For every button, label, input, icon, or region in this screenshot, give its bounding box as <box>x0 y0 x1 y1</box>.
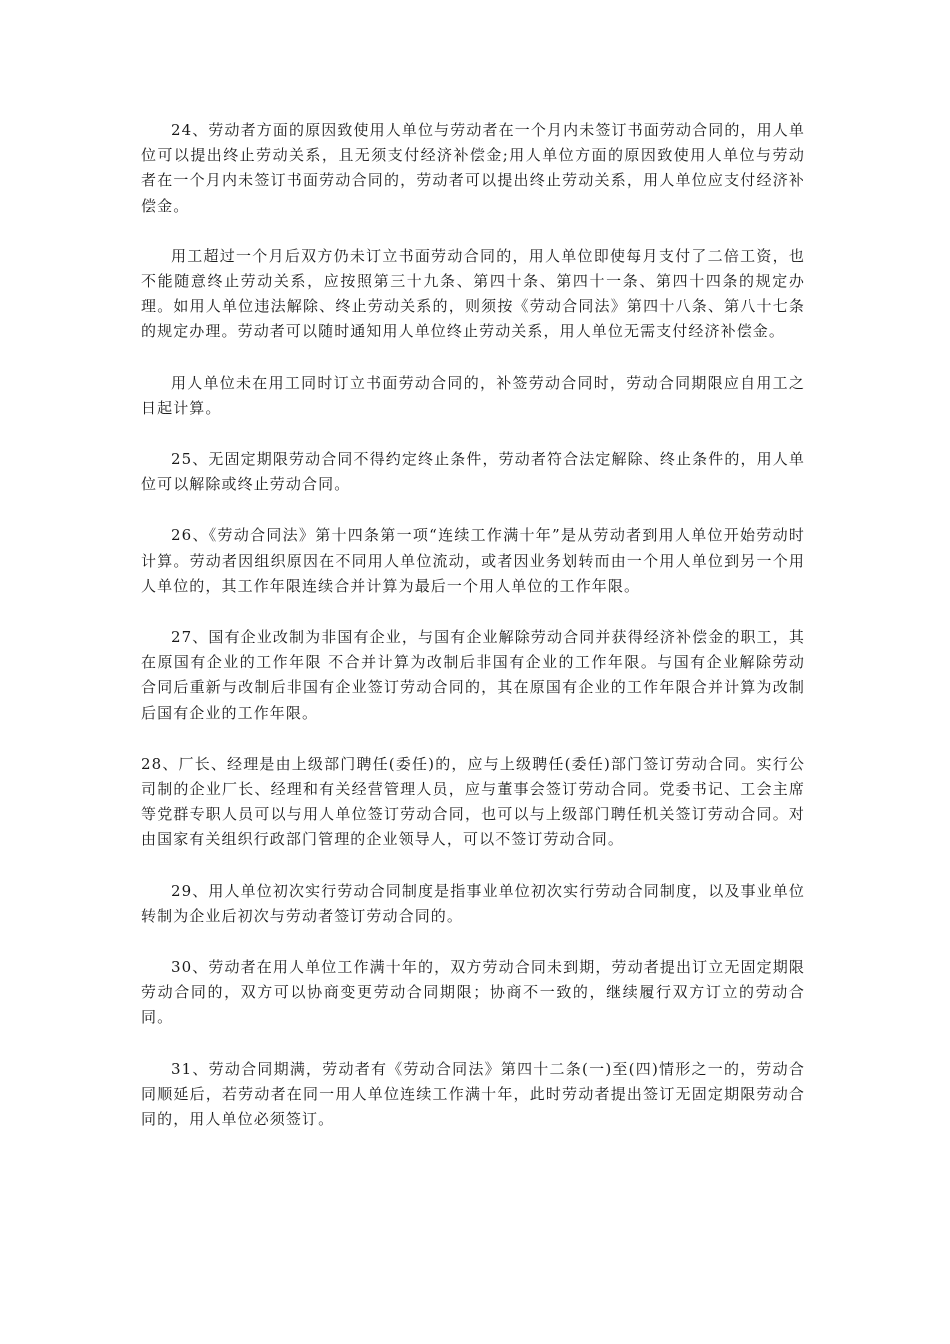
paragraph-25: 25、无固定期限劳动合同不得约定终止条件，劳动者符合法定解除、终止条件的，用人单位可以解除或终止劳动合同。 <box>141 450 805 494</box>
paragraph-29: 29、用人单位初次实行劳动合同制度是指事业单位初次实行劳动合同制度，以及事业单位转制为企业后初次与劳动者签订劳动合同的。 <box>141 881 805 925</box>
paragraph-27: 27、国有企业改制为非国有企业，与国有企业解除劳动合同并获得经济补偿金的职工，其在原国有企业的工作年限 不合并计算为改制后非国有企业的工作年限。与国有企业解除劳动合同后重新与改制后非国有企业签订劳动合同的，其在原国有企业的工作年限合并计算为改制后国有企业的工作年限。 <box>141 628 805 722</box>
paragraph-24: 24、劳动者方面的原因致使用人单位与劳动者在一个月内未签订书面劳动合同的，用人单位可以提出终止劳动关系，且无须支付经济补偿金;用人单位方面的原因致使用人单位与劳动者在一个月内未签订书面劳动合同的，劳动者可以提出终止劳动关系，用人单位应支付经济补偿金。 <box>141 121 805 215</box>
paragraph-24-employment-over-one-month: 用工超过一个月后双方仍未订立书面劳动合同的，用人单位即使每月支付了二倍工资，也不能随意终止劳动关系，应按照第三十九条、第四十条、第四十一条、第四十四条的规定办理。如用人单位违法解除、终止劳动关系的，则须按《劳动合同法》第四十八条、第八十七条的规定办理。劳动者可以随时通知用人单位终止劳动关系，用人单位无需支付经济补偿金。 <box>141 246 805 341</box>
paragraph-30: 30、劳动者在用人单位工作满十年的，双方劳动合同未到期，劳动者提出订立无固定期限劳动合同的，双方可以协商变更劳动合同期限；协商不一致的，继续履行双方订立的劳动合同。 <box>141 958 805 1027</box>
paragraph-31: 31、劳动合同期满，劳动者有《劳动合同法》第四十二条(一)至(四)情形之一的，劳动合同顺延后，若劳动者在同一用人单位连续工作满十年，此时劳动者提出签订无固定期限劳动合同的，用人单位必须签订。 <box>141 1059 805 1129</box>
document-page <box>141 118 805 1158</box>
paragraph-28: 28、厂长、经理是由上级部门聘任(委任)的，应与上级聘任(委任)部门签订劳动合同。实行公司制的企业厂长、经理和有关经营管理人员，应与董事会签订劳动合同。党委书记、工会主席等党群专职人员可以与用人单位签订劳动合同，也可以与上级部门聘任机关签订劳动合同。对由国家有关组织行政部门管理的企业领导人，可以不签订劳动合同。 <box>141 754 805 849</box>
paragraph-24-supplementary-contract: 用人单位未在用工同时订立书面劳动合同的，补签劳动合同时，劳动合同期限应自用工之日起计算。 <box>141 373 805 417</box>
paragraph-26: 26、《劳动合同法》第十四条第一项“连续工作满十年”是从劳动者到用人单位开始劳动时计算。劳动者因组织原因在不同用人单位流动，或者因业务划转而由一个用人单位到另一个用人单位的，其工作年限连续合并计算为最后一个用人单位的工作年限。 <box>141 526 805 595</box>
